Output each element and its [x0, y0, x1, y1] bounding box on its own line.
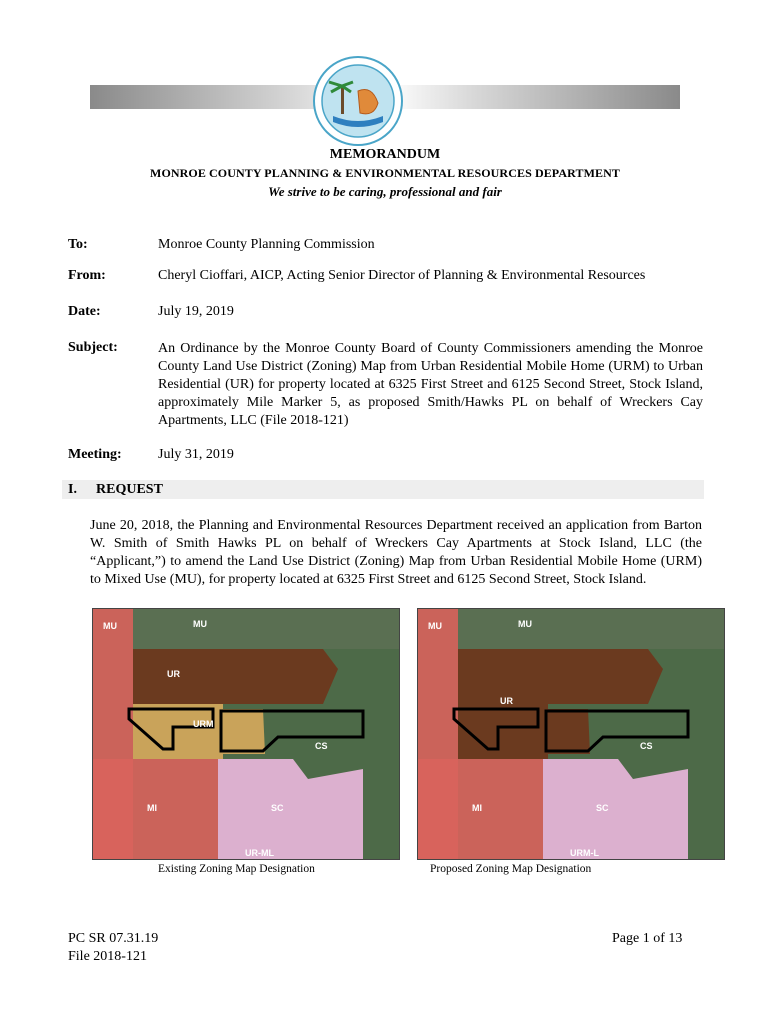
map1-label-mu-top: MU: [103, 621, 117, 631]
memo-title: MEMORANDUM: [329, 147, 441, 162]
map2-label-mu: MU: [518, 619, 532, 629]
request-paragraph: June 20, 2018, the Planning and Environmental Resources Department received an application from Barton W. Smith of Smith Hawks PL on behalf of Wreckers Cay Apartments at Stock Island, LLC (the “Applicant,”) to amend the Land Use District (Zoning) Map from Urban Residential Mobile Home (URM) to Mixed Use (MU), for property located at 6325 First Street and 6125 Second Street, Stock Island.: [90, 518, 702, 587]
subject-label: Subject:: [68, 340, 118, 355]
map1-label-mu: MU: [193, 619, 207, 629]
map1-label-urm: URM: [193, 719, 214, 729]
existing-map-caption: Existing Zoning Map Designation: [158, 863, 315, 875]
footer-report-id: PC SR 07.31.19: [68, 931, 159, 946]
map2-label-mi: MI: [472, 803, 482, 813]
from-label: From:: [68, 268, 106, 283]
footer-file-number: File 2018-121: [68, 949, 147, 964]
proposed-map-caption: Proposed Zoning Map Designation: [430, 863, 592, 875]
section-title: REQUEST: [96, 482, 163, 497]
existing-zoning-map: [92, 608, 400, 860]
proposed-zoning-map: [417, 608, 725, 860]
to-label: To:: [68, 237, 88, 252]
map1-label-cs: CS: [315, 741, 328, 751]
map2-label-bottom: URM-L: [570, 848, 599, 858]
date-value: July 19, 2019: [158, 304, 234, 319]
to-value: Monroe County Planning Commission: [158, 237, 375, 252]
map2-label-sc: SC: [596, 803, 609, 813]
department-motto: We strive to be caring, professional and fair: [268, 184, 502, 199]
map1-label-ur: UR: [167, 669, 180, 679]
subject-value: An Ordinance by the Monroe County Board of County Commissioners amending the Monroe County Land Use District (Zoning) Map from Urban Residential Mobile Home (URM) to Urban Residential (UR) for property located at 6325 First Street and 6125 Second Street, Stock Island, approximately Mile Marker 5, as proposed Smith/Hawks PL on behalf of Wreckers Cay Apartments, LLC (File 2018-121): [158, 341, 703, 428]
map1-label-mi: MI: [147, 803, 157, 813]
map2-label-mu-top: MU: [428, 621, 442, 631]
map2-label-ur: UR: [500, 696, 513, 706]
map1-label-sc: SC: [271, 803, 284, 813]
meeting-value: July 31, 2019: [158, 447, 234, 462]
department-name: MONROE COUNTY PLANNING & ENVIRONMENTAL RESOURCES DEPARTMENT: [150, 166, 620, 180]
county-seal-logo: [313, 56, 403, 146]
from-value: Cheryl Cioffari, AICP, Acting Senior Director of Planning & Environmental Resources: [158, 268, 646, 283]
map2-label-cs: CS: [640, 741, 653, 751]
meeting-label: Meeting:: [68, 447, 122, 462]
date-label: Date:: [68, 304, 101, 319]
footer-page-number: Page 1 of 13: [612, 931, 683, 946]
section-number: I.: [68, 482, 77, 497]
map1-label-bottom: UR-ML: [245, 848, 274, 858]
